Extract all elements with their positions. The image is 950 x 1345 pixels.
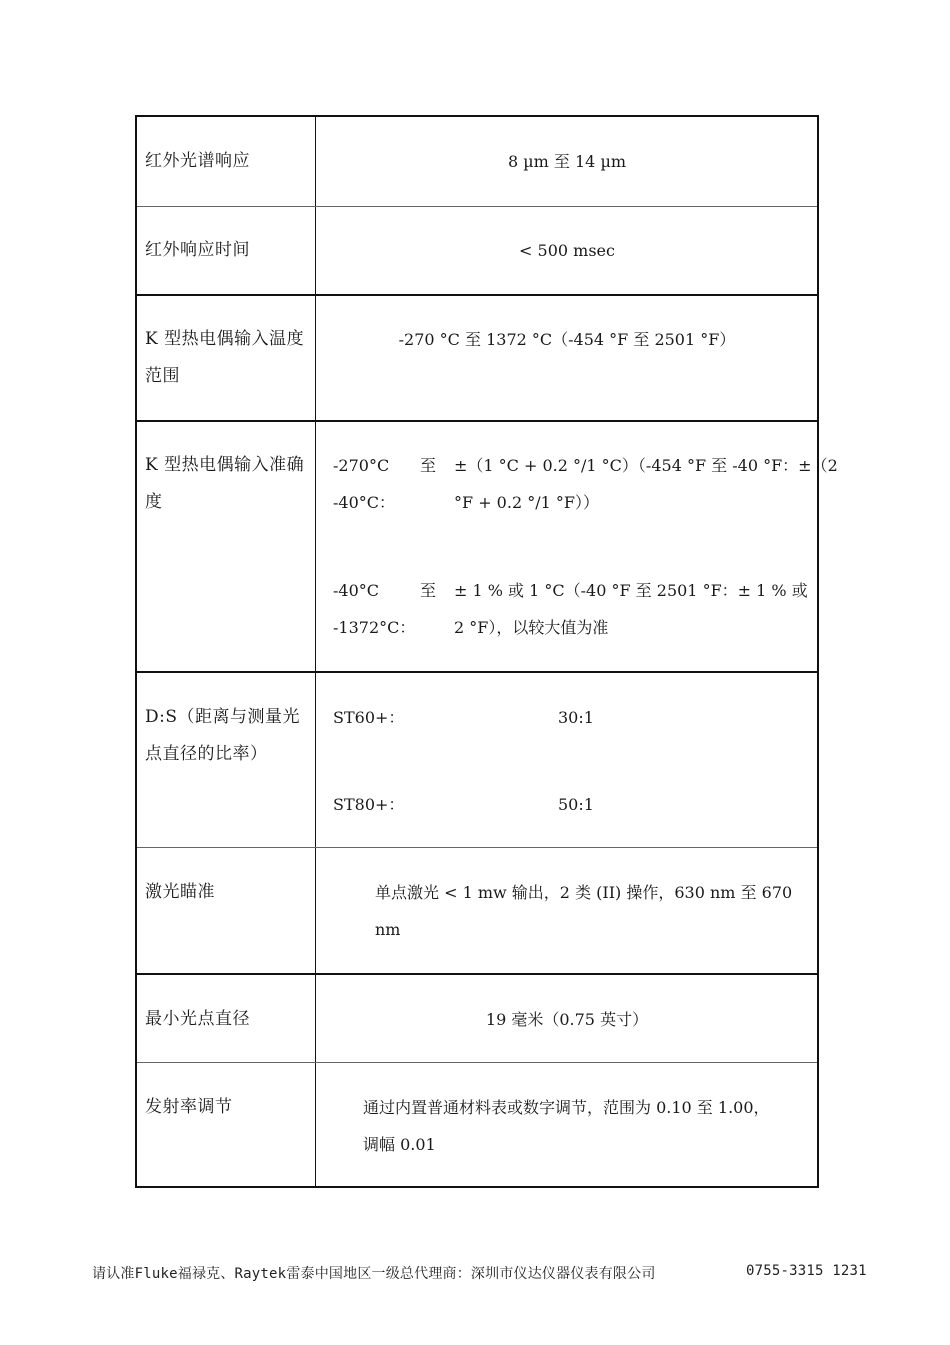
page-footer <box>92 1263 867 1283</box>
accuracy-spec-line: ± 1 % 或 1 °C（-40 °F 至 2501 °F：± 1 % 或 <box>454 581 808 600</box>
table-row <box>137 420 838 671</box>
accuracy-range-end: -40°C： <box>333 493 396 512</box>
row-label: 最小光点直径 <box>145 1009 250 1029</box>
row-label: K 型热电偶输入准确度 <box>145 455 305 512</box>
row-label: 激光瞄准 <box>145 882 215 902</box>
row-value: -270 °C 至 1372 °C（-454 °F 至 2501 °F） <box>398 330 736 349</box>
accuracy-range-end: -1372°C： <box>333 618 416 637</box>
table-row <box>137 117 817 206</box>
row-label: K 型热电偶输入温度范围 <box>145 329 305 386</box>
row-label: 红外响应时间 <box>145 240 250 260</box>
row-label: 发射率调节 <box>145 1097 233 1117</box>
emissivity-spec-line: 通过内置普通材料表或数字调节，范围为 0.10 至 1.00， <box>363 1098 770 1117</box>
phone-number: 0755-3315 1231 <box>746 1263 867 1279</box>
row-value: 8 µm 至 14 µm <box>507 152 627 171</box>
table-row <box>137 847 817 973</box>
table-row <box>137 294 817 420</box>
row-value: < 500 msec <box>519 241 615 260</box>
table-row <box>137 1062 817 1188</box>
accuracy-range-to: 至 <box>420 581 437 600</box>
table-row <box>137 973 817 1062</box>
accuracy-range-start: -40°C <box>333 581 380 600</box>
table-row <box>137 206 817 295</box>
dealer-text: 请认准Fluke福禄克、Raytek雷泰中国地区一级总代理商：深圳市仪达仪器仪表有限公司 <box>92 1266 656 1282</box>
model-ratio: 30:1 <box>558 708 594 727</box>
accuracy-spec-line: ±（1 °C + 0.2 °/1 °C）（-454 °F 至 -40 °F：±（2 <box>454 456 838 475</box>
model-ratio: 50:1 <box>558 795 594 814</box>
emissivity-spec-line: 调幅 0.01 <box>363 1135 436 1154</box>
accuracy-spec-line: °F + 0.2 °/1 °F）） <box>454 493 599 512</box>
laser-spec-line: nm <box>375 920 401 939</box>
laser-spec-line: 单点激光 < 1 mw 输出，2 类 (II) 操作，630 nm 至 670 <box>375 883 793 902</box>
model-name: ST80+： <box>333 795 405 814</box>
accuracy-range-start: -270°C <box>333 456 390 475</box>
spec-table <box>135 115 838 1188</box>
row-label: D:S（距离与测量光点直径的比率） <box>145 707 301 764</box>
model-name: ST60+： <box>333 708 405 727</box>
accuracy-range-to: 至 <box>420 456 437 475</box>
accuracy-spec-line: 2 °F），以较大值为准 <box>454 618 609 637</box>
table-row <box>137 671 817 847</box>
row-value: 19 毫米（0.75 英寸） <box>485 1010 649 1029</box>
row-label: 红外光谱响应 <box>145 151 250 171</box>
